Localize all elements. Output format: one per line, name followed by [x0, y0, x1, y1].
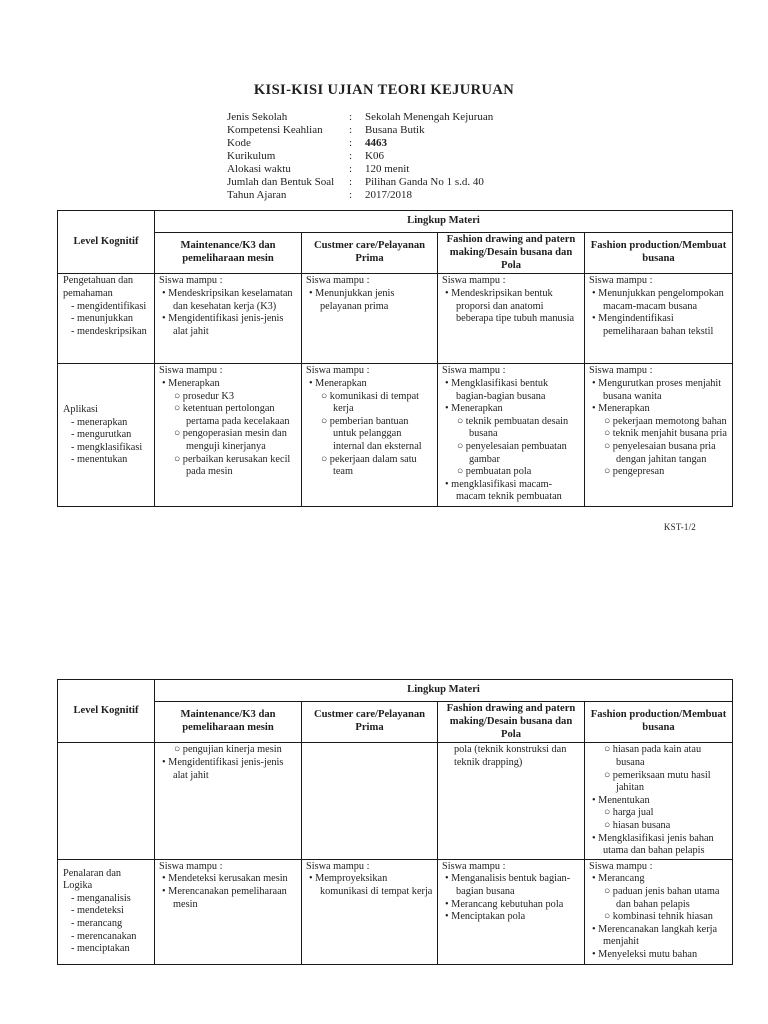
metadata-row: [227, 111, 493, 124]
metadata-row: [227, 189, 493, 202]
materi-cell: [302, 859, 438, 964]
bullet-item: • Menerapkan: [162, 377, 220, 389]
level-kognitif-cell: [58, 274, 155, 364]
circle-item: ○ pengujian kinerja mesin: [174, 744, 282, 756]
level-kognitif-cell: [58, 859, 155, 964]
level-kognitif-cell: [58, 743, 155, 859]
circle-item: ○ ketentuan pertolongan pertama pada kecelakaan: [174, 403, 290, 427]
metadata-label: Kode: [227, 137, 251, 149]
circle-item: ○ komunikasi di tempat kerja: [321, 390, 420, 415]
intro-text: Siswa mampu :: [306, 365, 370, 377]
bullet-item: • Merencanakan pemeliharaan mesin: [162, 885, 287, 910]
bullet-item: • Memproyeksikan komunikasi di tempat kerja: [309, 873, 433, 897]
metadata-row: [227, 150, 493, 163]
circle-item: ○ perbaikan kerusakan kecil pada mesin: [174, 453, 291, 478]
metadata-value: Busana Butik: [365, 124, 425, 136]
bullet-item: • Mengurutkan proses menjahit busana wanita: [592, 377, 722, 402]
header-row-group: [58, 680, 733, 702]
bullet-item: • Menganalisis bentuk bagian-bagian busana: [445, 873, 571, 897]
bullet-item: • Mendeskripsikan keselamatan dan kesehatan kerja (K3): [162, 287, 293, 312]
header-row-group: [58, 211, 733, 233]
metadata-colon: :: [349, 137, 353, 149]
metadata-colon: :: [349, 111, 353, 123]
level-title: Penalaran dan Logika: [63, 867, 122, 892]
bullet-item: • Mengidentifikasi jenis-jenis alat jahit: [162, 313, 284, 337]
materi-cell: [438, 364, 585, 507]
intro-text: Siswa mampu :: [306, 860, 370, 872]
kisi-table-page1: [57, 210, 733, 507]
metadata-row: [227, 163, 493, 176]
bullet-item: • Merancang: [592, 873, 645, 885]
table-header-level: Level Kognitif: [58, 680, 155, 743]
intro-text: Siswa mampu :: [442, 275, 506, 287]
plain-item: pola (teknik konstruksi dan teknik drapping): [454, 744, 567, 768]
dash-item: - mengidentifikasi: [71, 300, 147, 312]
dash-item: - mendeskripsikan: [71, 325, 147, 337]
table-row: [58, 743, 733, 859]
metadata-colon: :: [349, 150, 353, 162]
circle-item: ○ kombinasi tehnik hiasan: [604, 911, 713, 923]
table-header-column: Fashion production/Membuat busana: [585, 702, 733, 743]
circle-item: ○ teknik pembuatan desain busana: [457, 415, 569, 440]
bullet-item: • Mendeteksi kerusakan mesin: [162, 873, 288, 885]
table-head: [58, 680, 733, 743]
intro-text: Siswa mampu :: [589, 275, 653, 287]
metadata-value: K06: [365, 150, 384, 162]
bullet-item: • Mengidentifikasi jenis-jenis alat jahit: [162, 756, 284, 781]
table-header-lingkup-materi: Lingkup Materi: [155, 680, 733, 702]
document-title: KISI-KISI UJIAN TEORI KEJURUAN: [253, 82, 515, 98]
dash-item: - mengklasifikasi: [71, 441, 143, 453]
circle-item: ○ pengoperasian mesin dan menguji kinerjanya: [174, 428, 287, 452]
level-kognitif-cell: [58, 364, 155, 507]
circle-item: ○ penyelesaian busana pria dengan jahitan tangan: [604, 440, 716, 465]
metadata-block: [227, 111, 493, 202]
materi-cell: [438, 274, 585, 364]
metadata-label: Jenis Sekolah: [227, 111, 288, 123]
level-title: Pengetahuan dan pemahaman: [63, 275, 134, 299]
metadata-label: Tahun Ajaran: [227, 189, 287, 201]
circle-item: ○ hiasan busana: [604, 819, 671, 831]
bullet-item: • Menunjukkan pengelompokan macam-macam busana: [592, 287, 724, 312]
table-header-level: Level Kognitif: [58, 211, 155, 274]
table-body: [58, 274, 733, 507]
circle-item: ○ pekerjaan memotong bahan: [604, 415, 727, 427]
header-row-columns: [58, 702, 733, 743]
circle-item: ○ penyelesaian pembuatan gambar: [457, 440, 567, 465]
intro-text: Siswa mampu :: [159, 275, 223, 287]
materi-cell: [585, 274, 733, 364]
materi-cell: [155, 364, 302, 507]
dash-item: - mengurutkan: [71, 429, 132, 441]
intro-text: Siswa mampu :: [442, 365, 506, 377]
page-footer-code: KST-1/2: [663, 522, 696, 532]
circle-item: ○ harga jual: [604, 807, 654, 819]
table-header-column: Fashion production/Membuat busana: [585, 233, 733, 274]
metadata-row: [227, 137, 493, 150]
bullet-item: • Mengklasifikasi jenis bahan utama dan bahan pelapis: [592, 832, 714, 857]
circle-item: ○ teknik menjahit busana pria: [604, 428, 727, 440]
header-row-columns: [58, 233, 733, 274]
table-row: [58, 364, 733, 507]
metadata-label: Kurikulum: [227, 150, 276, 162]
metadata-colon: :: [349, 163, 353, 175]
circle-item: ○ pekerjaan dalam satu team: [321, 453, 417, 478]
dash-item: - mendeteksi: [71, 905, 124, 917]
materi-cell: [585, 859, 733, 964]
dash-item: - menunjukkan: [71, 313, 134, 325]
materi-cell: [585, 743, 733, 859]
metadata-value: 120 menit: [365, 163, 410, 175]
dash-item: - menganalisis: [71, 892, 131, 904]
table-row: [58, 274, 733, 364]
dash-item: - merencanakan: [71, 930, 137, 942]
metadata-value: 2017/2018: [365, 189, 413, 201]
table-head: [58, 211, 733, 274]
table-header-column: Maintenance/K3 dan pemeliharaan mesin: [155, 233, 302, 274]
materi-cell: [302, 364, 438, 507]
materi-cell: [585, 364, 733, 507]
bullet-item: • Menyeleksi mutu bahan: [592, 948, 698, 960]
metadata-row: [227, 176, 493, 189]
metadata-colon: :: [349, 189, 353, 201]
metadata-label: Alokasi waktu: [227, 163, 291, 175]
table-header-column: Fashion drawing and patern making/Desain busana dan Pola: [438, 702, 585, 743]
materi-cell: [302, 274, 438, 364]
level-title: Aplikasi: [63, 403, 98, 415]
metadata-value: Sekolah Menengah Kejuruan: [365, 111, 494, 123]
table-header-column: Custmer care/Pelayanan Prima: [302, 702, 438, 743]
bullet-item: • Mengindentifikasi pemeliharaan bahan tekstil: [592, 313, 714, 337]
kisi-table-page2: [57, 679, 733, 965]
circle-item: ○ hiasan pada kain atau busana: [604, 744, 702, 768]
table-header-lingkup-materi: Lingkup Materi: [155, 211, 733, 233]
bullet-item: • mengklasifikasi macam-macam teknik pembuatan: [445, 478, 562, 503]
metadata-label: Jumlah dan Bentuk Soal: [227, 176, 335, 188]
table-row: [58, 859, 733, 964]
bullet-item: • Merancang kebutuhan pola: [445, 898, 564, 910]
metadata-label: Kompetensi Keahlian: [227, 124, 323, 136]
materi-cell: [155, 274, 302, 364]
bullet-item: • Menerapkan: [592, 403, 650, 415]
dash-item: - menciptakan: [71, 943, 130, 955]
bullet-item: • Menciptakan pola: [445, 911, 526, 923]
bullet-item: • Menerapkan: [309, 377, 367, 389]
metadata-row: [227, 124, 493, 137]
materi-cell: [155, 743, 302, 859]
intro-text: Siswa mampu :: [589, 365, 653, 377]
circle-item: ○ pemberian bantuan untuk pelanggan internal dan eksternal: [321, 415, 422, 452]
bullet-item: • Menerapkan: [445, 403, 503, 415]
dash-item: - merancang: [71, 918, 123, 930]
dash-item: - menerapkan: [71, 416, 128, 428]
circle-item: ○ paduan jenis bahan utama dan bahan pelapis: [604, 885, 720, 910]
bullet-item: • Mengklasifikasi bentuk bagian-bagian busana: [445, 377, 549, 402]
metadata-value: Pilihan Ganda No 1 s.d. 40: [365, 176, 484, 188]
intro-text: Siswa mampu :: [442, 860, 506, 872]
intro-text: Siswa mampu :: [159, 365, 223, 377]
circle-item: ○ pembuatan pola: [457, 466, 532, 478]
circle-item: ○ pemeriksaan mutu hasil jahitan: [604, 769, 711, 794]
metadata-value: 4463: [365, 137, 387, 149]
materi-cell: [438, 859, 585, 964]
table-header-column: Custmer care/Pelayanan Prima: [302, 233, 438, 274]
circle-item: ○ prosedur K3: [174, 390, 234, 402]
table-header-column: Fashion drawing and patern making/Desain busana dan Pola: [438, 233, 585, 274]
intro-text: Siswa mampu :: [589, 860, 653, 872]
materi-cell: [155, 859, 302, 964]
materi-cell: [302, 743, 438, 859]
bullet-item: • Mendeskripsikan bentuk proporsi dan anatomi beberapa tipe tubuh manusia: [445, 287, 575, 325]
table-header-column: Maintenance/K3 dan pemeliharaan mesin: [155, 702, 302, 743]
table-body: [58, 743, 733, 964]
bullet-item: • Menunjukkan jenis pelayanan prima: [309, 287, 395, 312]
metadata-colon: :: [349, 176, 353, 188]
intro-text: Siswa mampu :: [159, 860, 223, 872]
materi-cell: [438, 743, 585, 859]
intro-text: Siswa mampu :: [306, 275, 370, 287]
circle-item: ○ pengepresan: [604, 466, 665, 478]
bullet-item: • Menentukan: [592, 794, 650, 806]
metadata-colon: :: [349, 124, 353, 136]
dash-item: - menentukan: [71, 454, 128, 466]
bullet-item: • Merencanakan langkah kerja menjahit: [592, 923, 718, 948]
